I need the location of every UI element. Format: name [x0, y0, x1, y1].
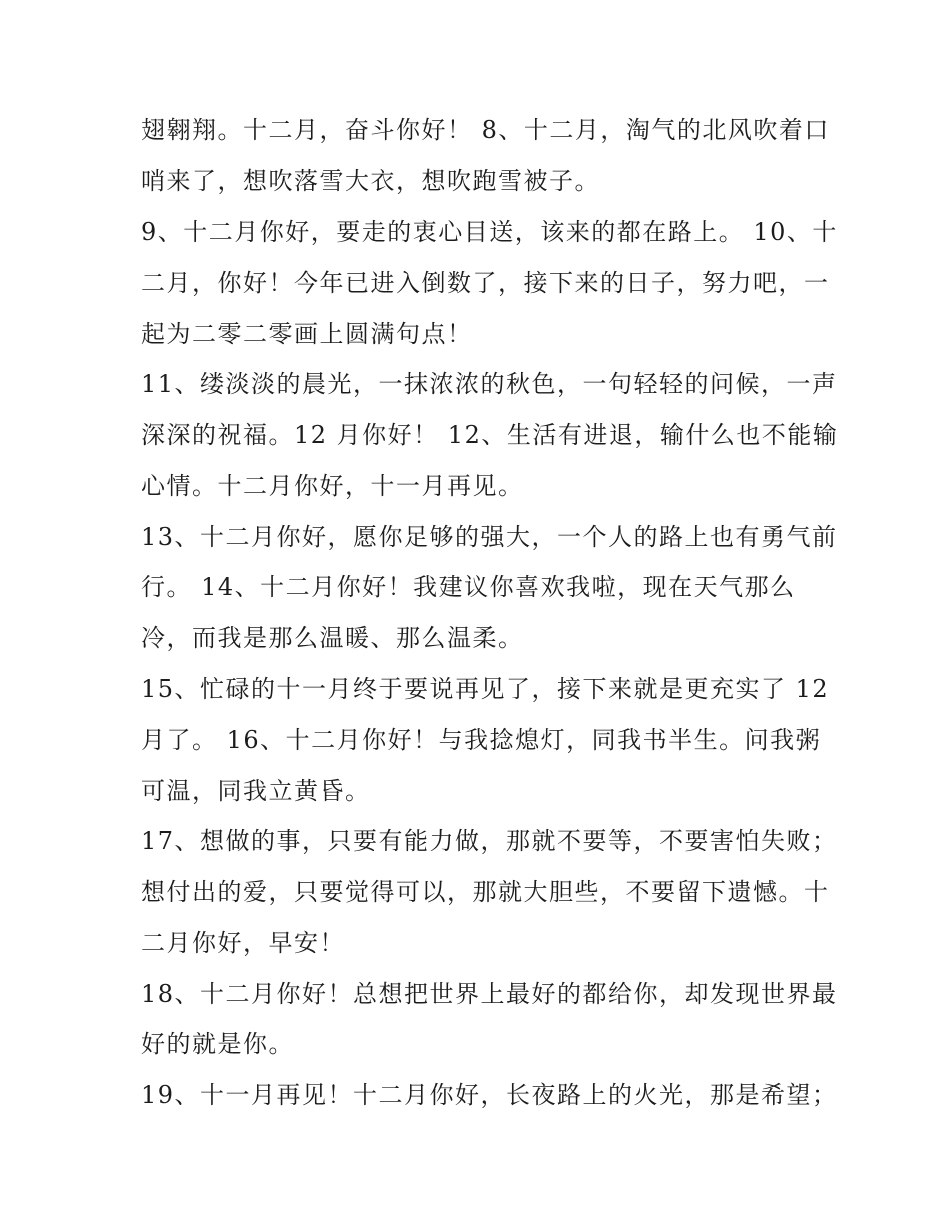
text-line-5: 起为二零二零画上圆满句点！ [141, 320, 473, 348]
text-line-7: 深深的祝福。12 月你好！ 12、生活有进退，输什么也不能输 [141, 421, 839, 449]
text-line-16: 想付出的爱，只要觉得可以，那就大胆些，不要留下遗憾。十 [141, 878, 830, 906]
text-line-17: 二月你好，早安！ [141, 929, 345, 957]
text-line-10: 行。 14、十二月你好！我建议你喜欢我啦，现在天气那么 [141, 573, 796, 601]
text-line-19: 好的就是你。 [141, 1030, 294, 1058]
text-line-9: 13、十二月你好，愿你足够的强大，一个人的路上也有勇气前 [141, 523, 838, 551]
text-line-15: 17、想做的事，只要有能力做，那就不要等，不要害怕失败； [141, 827, 838, 855]
text-line-8: 心情。十二月你好，十一月再见。 [141, 472, 524, 500]
text-line-12: 15、忙碌的十一月终于要说再见了，接下来就是更充实了 12 [141, 675, 830, 703]
text-line-20: 19、十一月再见！十二月你好，长夜路上的火光，那是希望； [141, 1081, 838, 1109]
text-line-18: 18、十二月你好！总想把世界上最好的都给你，却发现世界最 [141, 980, 838, 1008]
text-line-2: 哨来了，想吹落雪大衣，想吹跑雪被子。 [141, 167, 600, 195]
text-line-14: 可温，同我立黄昏。 [141, 777, 371, 805]
text-line-4: 二月，你好！今年已进入倒数了，接下来的日子，努力吧，一 [141, 269, 830, 297]
text-line-6: 11、缕淡淡的晨光，一抹浓浓的秋色，一句轻轻的问候，一声 [141, 370, 838, 398]
text-line-3: 9、十二月你好，要走的衷心目送，该来的都在路上。 10、十 [141, 218, 838, 246]
text-line-13: 月了。 16、十二月你好！与我捻熄灯，同我书半生。问我粥 [141, 726, 822, 754]
text-line-1: 翅翱翔。十二月，奋斗你好！ 8、十二月，淘气的北风吹着口 [141, 116, 830, 144]
text-line-11: 冷，而我是那么温暖、那么温柔。 [141, 624, 524, 652]
